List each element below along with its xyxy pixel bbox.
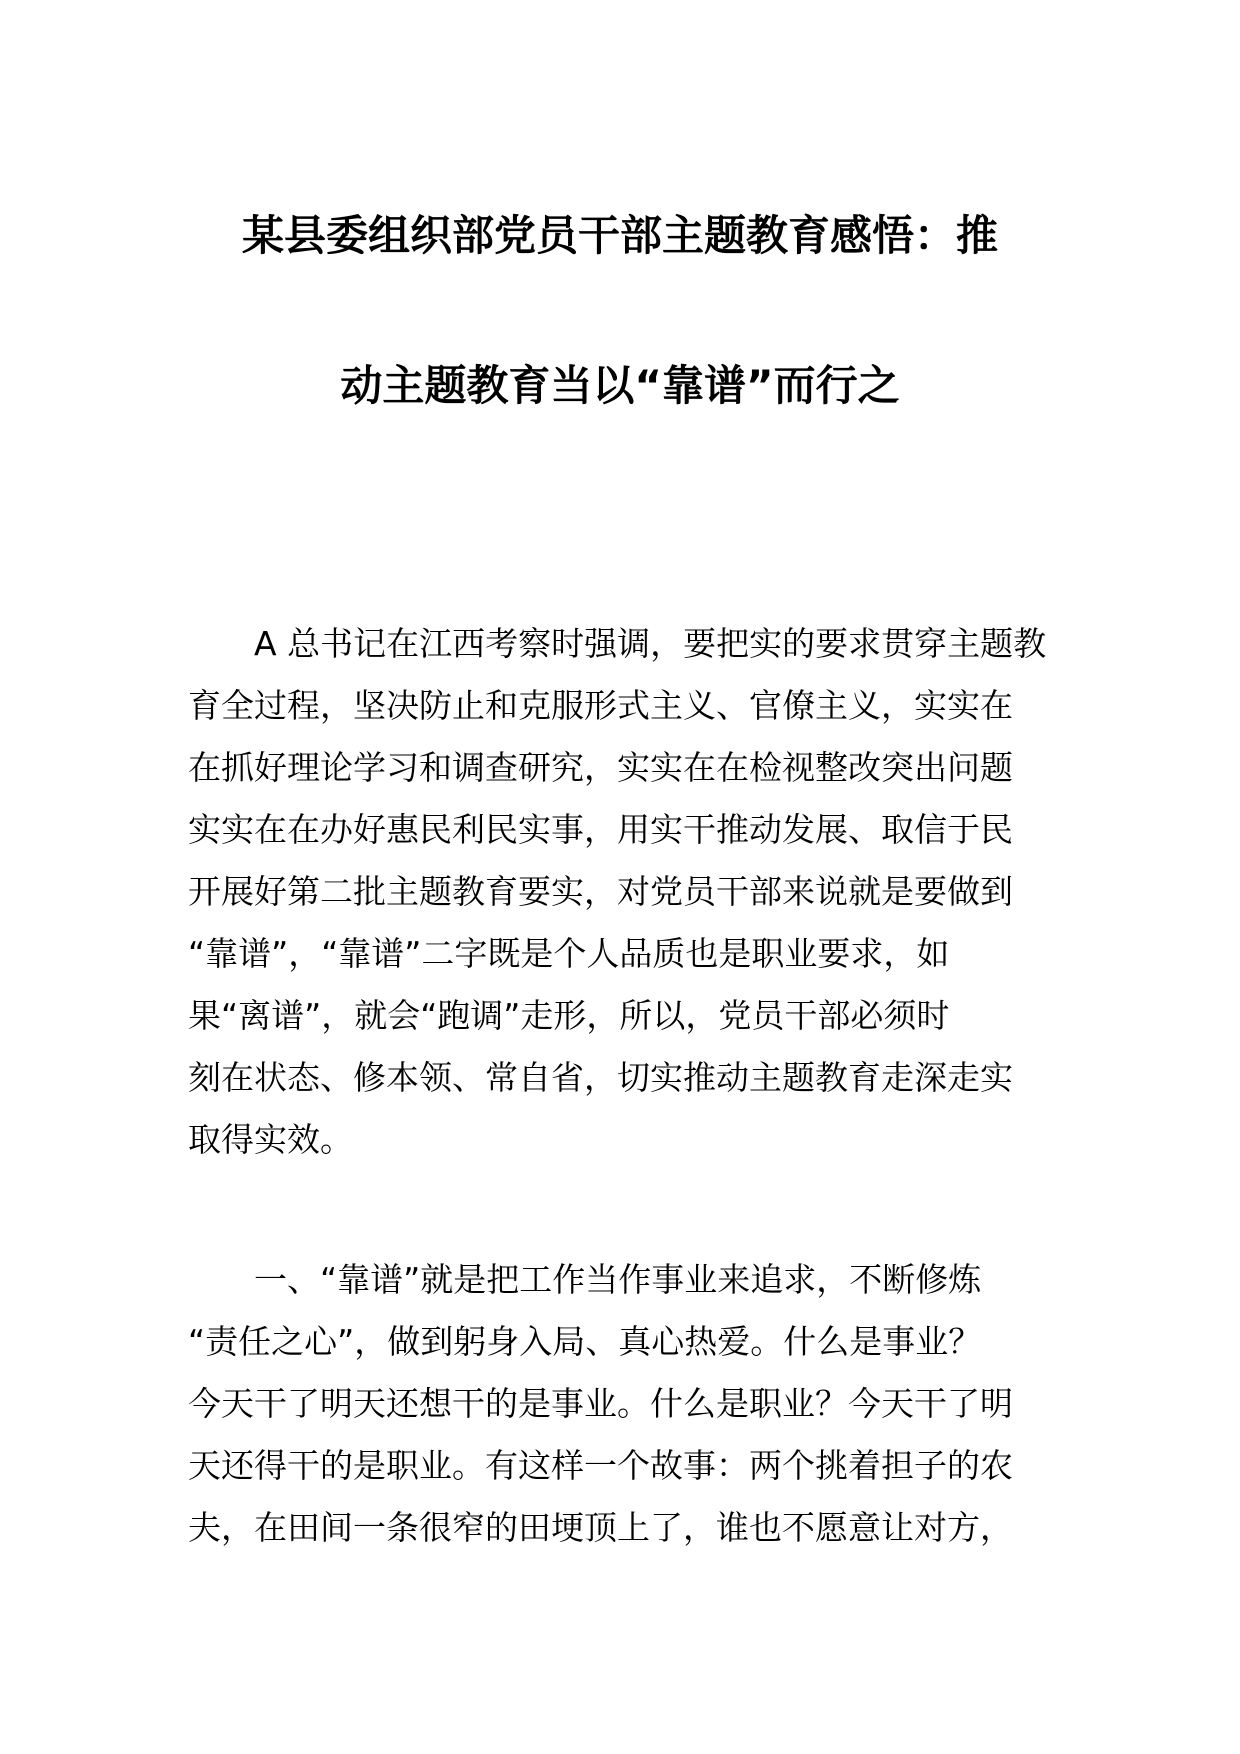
paragraph-line: “责任之心”，做到躬身入局、真心热爱。什么是事业？ xyxy=(188,1322,982,1361)
paragraph-line: 一、“靠谱”就是把工作当作事业来追求，不断修炼 xyxy=(254,1260,982,1299)
document-title-line-2: 动主题教育当以“靠谱”而行之 xyxy=(340,361,900,410)
paragraph-line: 今天干了明天还想干的是事业。什么是职业？今天干了明 xyxy=(188,1384,1013,1423)
paragraph-line: 在抓好理论学习和调查研究，实实在在检视整改突出问题 xyxy=(188,748,1013,787)
paragraph-line: 天还得干的是职业。有这样一个故事：两个挑着担子的农 xyxy=(188,1446,1013,1485)
paragraph-line: 开展好第二批主题教育要实，对党员干部来说就是要做到 xyxy=(188,872,1013,911)
paragraph-line: 夫，在田间一条很窄的田埂顶上了，谁也不愿意让对方， xyxy=(188,1508,1013,1547)
paragraph-line: 刻在状态、修本领、常自省，切实推动主题教育走深走实 xyxy=(188,1058,1013,1097)
document-title-line-1: 某县委组织部党员干部主题教育感悟：推 xyxy=(241,211,998,260)
paragraph-line: 育全过程，坚决防止和克服形式主义、官僚主义，实实在 xyxy=(188,686,1013,725)
paragraph-line: 实实在在办好惠民利民实事，用实干推动发展、取信于民 xyxy=(188,810,1013,849)
paragraph-line: 取得实效。 xyxy=(188,1120,353,1159)
paragraph-line: “靠谱”，“靠谱”二字既是个人品质也是职业要求，如 xyxy=(188,934,950,973)
paragraph-line: 果“离谱”，就会“跑调”走形，所以，党员干部必须时 xyxy=(188,996,950,1035)
paragraph-line: A 总书记在江西考察时强调，要把实的要求贯穿主题教 xyxy=(254,624,1047,663)
